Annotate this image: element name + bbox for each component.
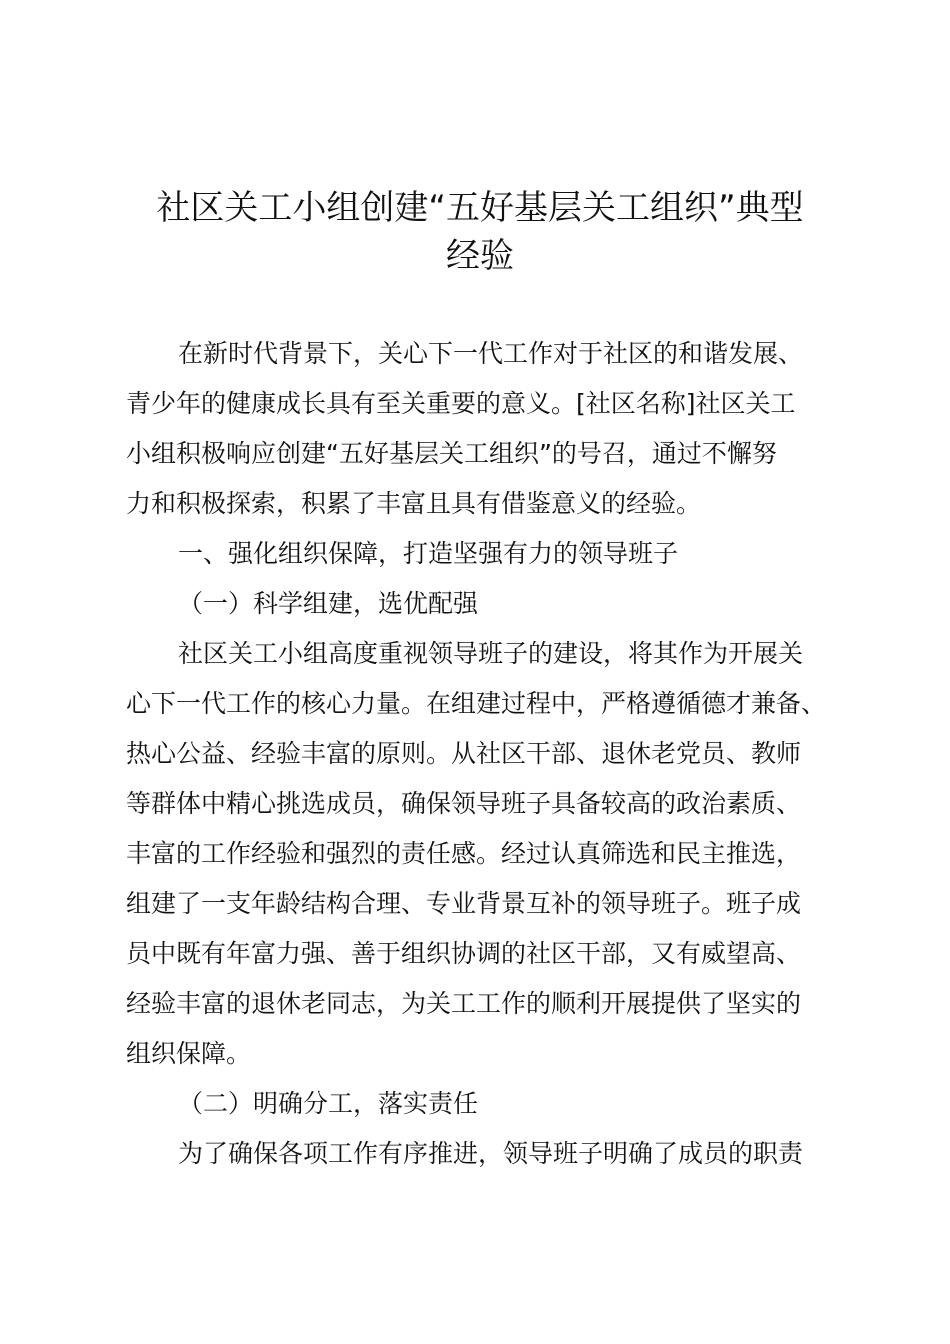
paragraph-2-line-2: 心下一代工作的核心力量。在组建过程中，严格遵循德才兼备、 <box>126 689 827 718</box>
document-title-line-2: 经验 <box>446 236 514 276</box>
subsection-heading-1: （一）科学组建，选优配强 <box>178 589 479 618</box>
paragraph-1-line-2: 青少年的健康成长具有至关重要的意义。[社区名称]社区关工 <box>126 389 796 418</box>
paragraph-2-line-9: 组织保障。 <box>126 1039 252 1068</box>
document-title-line-1: 社区关工小组创建“五好基层关工组织”典型 <box>156 188 804 228</box>
paragraph-2-line-3: 热心公益、经验丰富的原则。从社区干部、退休老党员、教师 <box>126 739 802 768</box>
paragraph-2-line-7: 员中既有年富力强、善于组织协调的社区干部，又有威望高、 <box>126 939 802 968</box>
subsection-heading-2: （二）明确分工，落实责任 <box>178 1089 479 1118</box>
paragraph-3-line-1: 为了确保各项工作有序推进，领导班子明确了成员的职责 <box>178 1139 804 1168</box>
paragraph-2-line-6: 组建了一支年龄结构合理、专业背景互补的领导班子。班子成 <box>126 889 802 918</box>
paragraph-2-line-4: 等群体中精心挑选成员，确保领导班子具备较高的政治素质、 <box>126 789 802 818</box>
paragraph-1-line-3: 小组积极响应创建“五好基层关工组织”的号召，通过不懈努 <box>126 439 777 468</box>
paragraph-1-line-1: 在新时代背景下，关心下一代工作对于社区的和谐发展、 <box>178 339 804 368</box>
section-heading-1: 一、强化组织保障，打造坚强有力的领导班子 <box>178 539 679 568</box>
paragraph-2-line-5: 丰富的工作经验和强烈的责任感。经过认真筛选和民主推选， <box>126 839 802 868</box>
paragraph-2-line-8: 经验丰富的退休老同志，为关工工作的顺利开展提供了坚实的 <box>126 989 802 1018</box>
paragraph-1-line-4: 力和积极探索，积累了丰富且具有借鉴意义的经验。 <box>126 489 702 518</box>
paragraph-2-line-1: 社区关工小组高度重视领导班子的建设，将其作为开展关 <box>178 639 804 668</box>
